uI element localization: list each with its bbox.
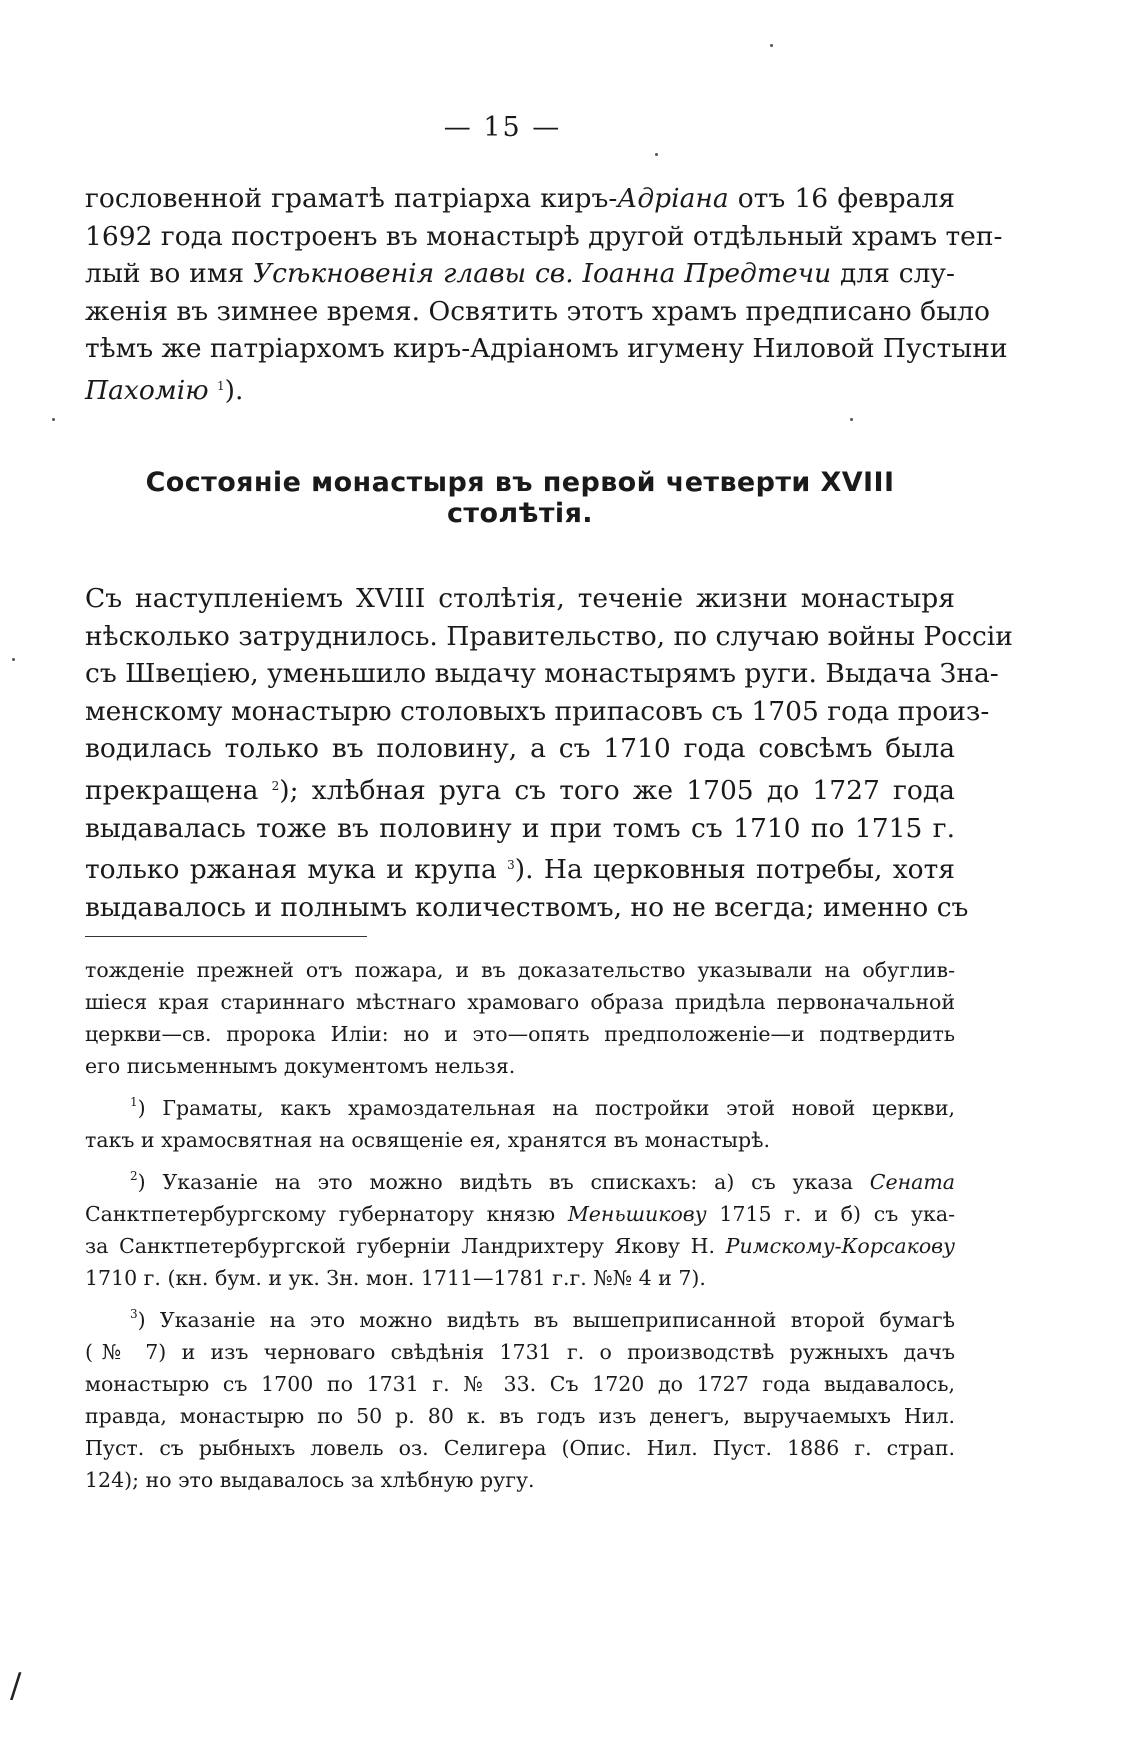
text-line bbox=[85, 655, 999, 693]
text-run: гословенной граматѣ патріарха киръ- bbox=[85, 183, 618, 214]
text-line bbox=[85, 218, 1003, 256]
footnote bbox=[85, 1298, 955, 1496]
text-line bbox=[85, 1262, 955, 1294]
text-line bbox=[85, 1432, 955, 1464]
text-run: за Санктпетербургской губерніи Ландрихтеру Якову Н. bbox=[85, 1234, 726, 1258]
text-line bbox=[85, 768, 955, 810]
paragraph-2 bbox=[85, 580, 1013, 926]
speck bbox=[655, 153, 658, 156]
text-line bbox=[85, 1464, 955, 1496]
text-run: выдавалась тоже въ половину и при томъ съ 1710 по 1715 г. bbox=[85, 812, 955, 844]
text-run bbox=[209, 375, 217, 406]
text-run: такъ и храмосвятная на освященіе ея, хранятся въ монастырѣ. bbox=[85, 1128, 770, 1152]
text-line bbox=[85, 1400, 955, 1432]
text-line bbox=[85, 1124, 955, 1156]
text-run: церкви—св. пророка Иліи: но и это—опять предположеніе—и подтвердить bbox=[85, 1022, 955, 1046]
italic-name: Усѣкновенія главы св. Іоанна Предтечи bbox=[253, 258, 832, 290]
footnote-divider bbox=[85, 936, 367, 937]
text-run: Пуст. съ рыбныхъ ловель оз. Селигера (Опис. Нил. Пуст. 1886 г. страп. bbox=[85, 1436, 955, 1460]
text-run: нѣсколько затруднилось. Правительство, по случаю войны Россіи bbox=[85, 620, 1013, 652]
margin-pen-mark: / bbox=[10, 1666, 22, 1706]
text-run: шіеся края стариннаго мѣстнаго храмоваго образа придѣла первоначальной bbox=[85, 990, 955, 1014]
text-run: отъ 16 февраля bbox=[728, 183, 955, 214]
page-number: — 15 — bbox=[443, 112, 562, 143]
footnote bbox=[85, 1160, 955, 1294]
text-line bbox=[85, 1230, 955, 1262]
footnote-ref: 1 bbox=[130, 1095, 138, 1109]
text-run: 1715 г. и б) съ ука- bbox=[706, 1202, 955, 1226]
text-line bbox=[85, 986, 955, 1018]
text-run: правда, монастырю по 50 р. 80 к. въ годъ изъ денегъ, выручаемыхъ Нил. bbox=[85, 1404, 955, 1428]
text-run: его письменнымъ документомъ нельзя. bbox=[85, 1054, 516, 1078]
text-run: Съ наступленіемъ XVIII столѣтія, теченіе жизни монастыря bbox=[85, 583, 955, 614]
text-run: только ржаная мука и крупа bbox=[85, 854, 508, 886]
italic-name: Меньшикову bbox=[567, 1202, 707, 1226]
text-run: монастырю съ 1700 по 1731 г. № 33. Съ 1720 до 1727 года выдавалось, bbox=[85, 1372, 955, 1396]
footnote-ref: 3 bbox=[130, 1307, 138, 1321]
text-line bbox=[85, 1298, 955, 1336]
text-line bbox=[85, 255, 955, 293]
text-run: 1692 года построенъ въ монастырѣ другой отдѣльный храмъ теп- bbox=[85, 220, 1003, 252]
text-run: ); хлѣбная руга съ того же 1705 до 1727 года bbox=[279, 774, 955, 806]
text-run: ). bbox=[224, 374, 244, 406]
text-line bbox=[85, 1160, 955, 1198]
footnotes bbox=[85, 954, 955, 1500]
speck bbox=[770, 44, 773, 47]
text-run: Санктпетербургскому губернатору князю bbox=[85, 1202, 568, 1226]
text-run: 124); но это выдавалось за хлѣбную ругу. bbox=[85, 1468, 535, 1492]
speck bbox=[12, 658, 15, 661]
text-line bbox=[85, 847, 955, 889]
text-line bbox=[85, 954, 955, 986]
text-line bbox=[85, 1336, 955, 1368]
footnote-ref: 1 bbox=[217, 378, 225, 393]
speck bbox=[850, 418, 853, 421]
footnote-ref: 2 bbox=[130, 1169, 138, 1183]
text-run: для слу- bbox=[831, 258, 955, 290]
text-line bbox=[85, 1368, 955, 1400]
footnote-ref: 3 bbox=[507, 858, 515, 873]
footnote-ref: 2 bbox=[271, 778, 280, 793]
speck bbox=[52, 418, 55, 421]
text-run: водилась только въ половину, а съ 1710 года совсѣмъ была bbox=[85, 733, 955, 765]
text-run: 1710 г. (кн. бум. и ук. Зн. мон. 1711—1781 г.г. №№ 4 и 7). bbox=[85, 1266, 706, 1290]
text-line bbox=[85, 810, 955, 848]
text-run: (№ 7) и изъ черноваго свѣдѣнія 1731 г. о производствѣ ружныхъ дачъ bbox=[85, 1340, 955, 1364]
text-run: женія въ зимнее время. Освятить этотъ храмъ предписано было bbox=[85, 295, 990, 327]
text-line bbox=[85, 368, 955, 410]
section-heading: Состояніе монастыря въ первой четверти XVIII столѣтія. bbox=[145, 467, 895, 529]
italic-name: Адріана bbox=[617, 183, 729, 214]
text-run: тѣмъ же патріархомъ киръ-Адріаномъ игумену Ниловой Пустыни bbox=[85, 333, 1008, 365]
text-run: тожденіе прежней отъ пожара, и въ доказательство указывали на обуглив- bbox=[85, 958, 955, 982]
text-run: выдавалось и полнымъ количествомъ, но не всегда; именно съ bbox=[85, 891, 969, 923]
text-run: прекращена bbox=[85, 774, 272, 806]
text-line bbox=[85, 1198, 955, 1230]
text-line bbox=[85, 1018, 955, 1050]
italic-name: Пахомію bbox=[85, 374, 209, 406]
text-line bbox=[85, 180, 955, 218]
paragraph-1 bbox=[85, 180, 1008, 410]
text-line bbox=[85, 330, 1008, 368]
text-run: ) Указаніе на это можно видѣть въ спискахъ: а) съ указа bbox=[137, 1170, 870, 1194]
text-run: менскому монастырю столовыхъ припасовъ съ 1705 года произ- bbox=[85, 695, 990, 727]
italic-name: Римскому-Корсакову bbox=[725, 1234, 955, 1258]
footnote bbox=[85, 954, 955, 1082]
text-line bbox=[85, 293, 990, 331]
text-run: лый во имя bbox=[85, 258, 253, 290]
text-run: съ Швеціею, уменьшило выдачу монастырямъ руги. Выдача Зна- bbox=[85, 658, 999, 690]
text-line bbox=[85, 618, 1013, 656]
text-line bbox=[85, 1050, 955, 1082]
text-run: ) Граматы, какъ храмоздательная на постройки этой новой церкви, bbox=[137, 1096, 955, 1120]
italic-name: Сената bbox=[869, 1170, 955, 1194]
text-run: ) Указаніе на это можно видѣть въ вышеприписанной второй бумагѣ bbox=[137, 1308, 955, 1332]
text-line bbox=[85, 730, 955, 768]
text-line bbox=[85, 693, 990, 731]
text-line bbox=[85, 580, 955, 618]
text-line bbox=[85, 889, 969, 927]
text-line bbox=[85, 1086, 955, 1124]
footnote bbox=[85, 1086, 955, 1156]
text-run: ). На церковныя потребы, хотя bbox=[514, 854, 956, 886]
